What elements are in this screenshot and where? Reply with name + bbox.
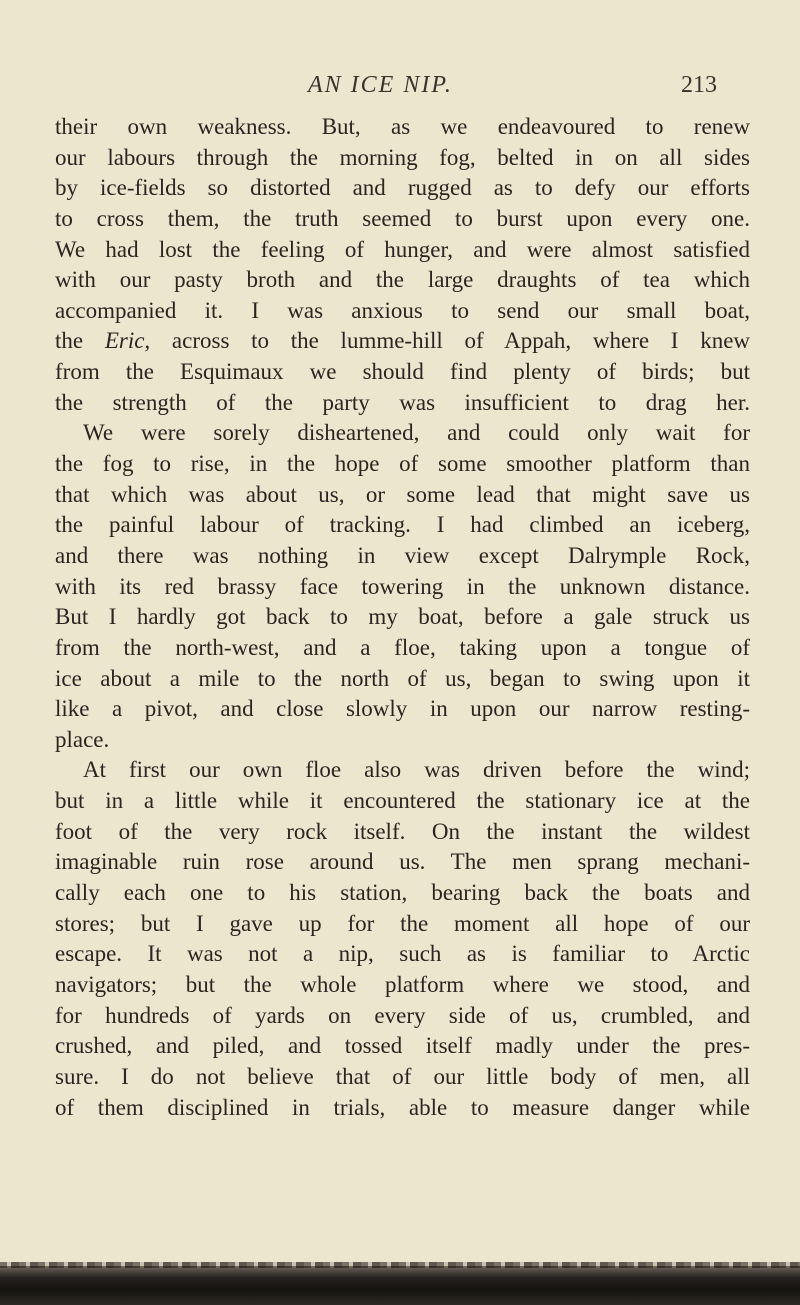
- text-line: navigators; but the whole platform where we stood, and: [55, 971, 750, 997]
- text-line: cally each one to his station, bearing back the boats and: [55, 880, 750, 906]
- text-line: with its red brassy face towering in the unknown distance.: [55, 573, 750, 599]
- text-line: the fog to rise, in the hope of some smoother platform than: [55, 451, 750, 477]
- text-line: imaginable ruin rose around us. The men sprang mechani-: [55, 849, 750, 875]
- text-line: the strength of the party was insufficient to drag her.: [55, 389, 750, 415]
- boat-name: Eric,: [104, 328, 151, 354]
- page-number: 213: [681, 72, 717, 98]
- text-line: their own weakness. But, as we endeavoured to renew: [55, 114, 750, 139]
- text-line: like a pivot, and close slowly in upon our narrow resting-: [55, 696, 750, 722]
- text-line: our labours through the morning fog, belted in on all sides: [55, 144, 750, 170]
- text-line: foot of the very rock itself. On the instant the wildest: [55, 818, 750, 844]
- text-line: from the Esquimaux we should find plenty of birds; but: [55, 359, 750, 385]
- text-line: crushed, and piled, and tossed itself madly under the pres-: [55, 1033, 750, 1059]
- boat-name-prefix: the: [55, 328, 105, 354]
- text-line: but in a little while it encountered the stationary ice at the: [55, 788, 750, 814]
- text-line: We were sorely disheartened, and could only wait for: [83, 420, 750, 446]
- text-line: from the north-west, and a floe, taking upon a tongue of: [55, 634, 750, 660]
- text-line: accompanied it. I was anxious to send our small boat,: [55, 297, 750, 323]
- text-line-boat-name: [55, 326, 750, 357]
- text-line: We had lost the feeling of hunger, and were almost satisfied: [55, 236, 750, 262]
- running-title: AN ICE NIP.: [308, 72, 453, 98]
- text-line: by ice-fields so distorted and rugged as to defy our efforts: [55, 175, 750, 201]
- text-line: sure. I do not believe that of our little body of men, all: [55, 1063, 750, 1089]
- text-line: place.: [55, 726, 110, 752]
- text-line: to cross them, the truth seemed to burst upon every one.: [55, 205, 750, 231]
- text-line: escape. It was not a nip, such as is familiar to Arctic: [55, 941, 750, 967]
- text-line: for hundreds of yards on every side of us, crumbled, and: [55, 1002, 750, 1028]
- text-line: of them disciplined in trials, able to measure danger while: [55, 1094, 750, 1120]
- text-line: the painful labour of tracking. I had climbed an iceberg,: [55, 512, 750, 538]
- text-line-rest: across to the lumme-hill of Appah, where I knew: [171, 328, 750, 354]
- text-line: that which was about us, or some lead that might save us: [55, 481, 750, 507]
- text-line: stores; but I gave up for the moment all hope of our: [55, 910, 750, 936]
- text-line: At first our own floe also was driven before the wind;: [83, 757, 750, 783]
- scan-edge-shadow: [0, 1266, 800, 1305]
- body-text: [55, 112, 750, 1123]
- text-line: ice about a mile to the north of us, began to swing upon it: [55, 665, 750, 691]
- text-line: and there was nothing in view except Dalrymple Rock,: [55, 542, 750, 568]
- text-line: But I hardly got back to my boat, before a gale struck us: [55, 604, 750, 630]
- text-line: with our pasty broth and the large draughts of tea which: [55, 267, 750, 293]
